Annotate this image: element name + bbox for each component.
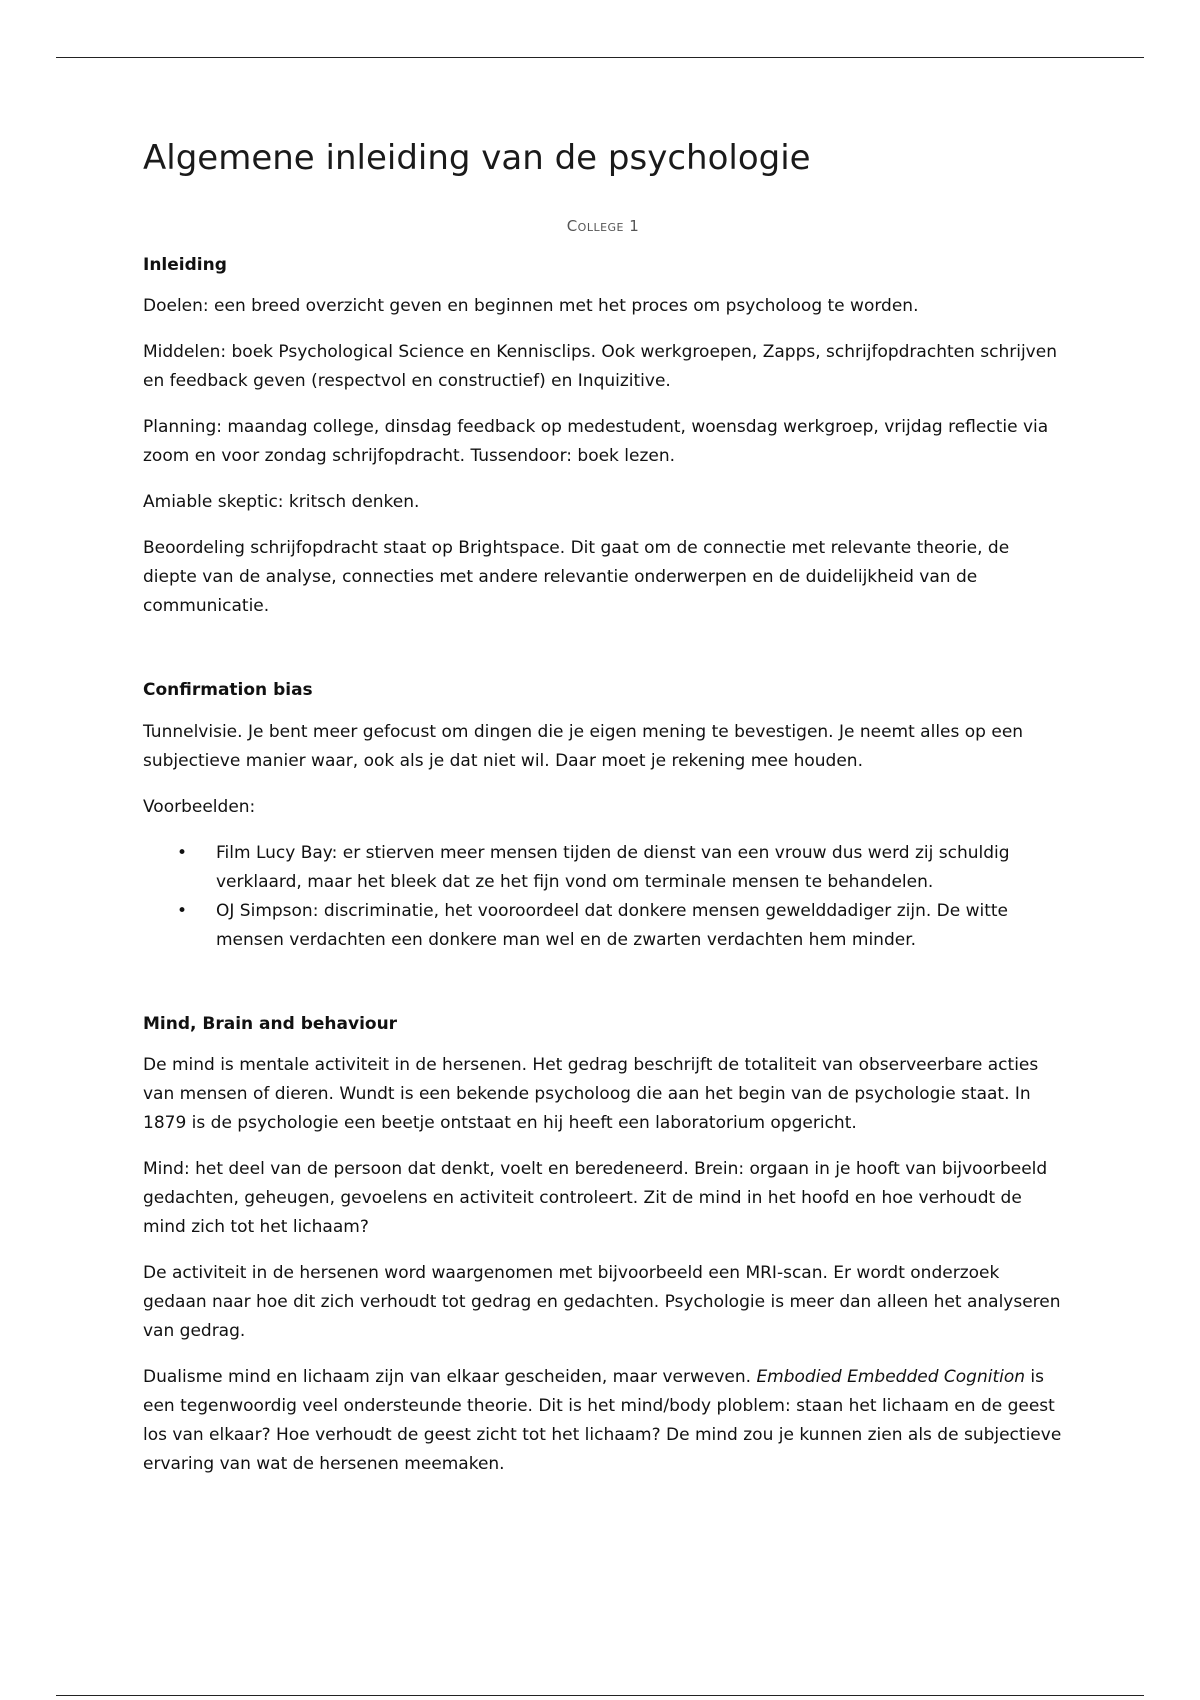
paragraph: Mind: het deel van de persoon dat denkt, voelt en beredeneerd. Brein: orgaan in je hooft van bijvoorbeeld gedachten, geheugen, gevoelens en activiteit controleert. Zit de mind in het hoofd en hoe verhoudt de mind zich tot het lichaam? (143, 1159, 1048, 1238)
list-item (143, 897, 1063, 955)
section-heading: Confirmation bias (143, 680, 313, 701)
paragraph-dualisme (143, 1363, 1063, 1479)
section-confirmation-bias (143, 678, 1063, 955)
paragraph: Middelen: boek Psychological Science en Kennisclips. Ook werkgroepen, Zapps, schrijfopdrachten schrijven en feedback geven (respectvol en constructief) en Inquizitive. (143, 342, 1057, 392)
header-rule (56, 57, 1144, 58)
list-item (143, 839, 1063, 897)
paragraph: Doelen: een breed overzicht geven en beginnen met het proces om psycholoog te worden. (143, 296, 919, 317)
paragraph: De mind is mentale activiteit in de hersenen. Het gedrag beschrijft de totaliteit van observeerbare acties van mensen of dieren. Wundt is een bekende psycholoog die aan het begin van de psychologie staat. In 1879 is de psychologie een beetje ontstaat en hij heeft een laboratorium opgericht. (143, 1055, 1039, 1134)
document-subtitle: College 1 (566, 216, 640, 235)
paragraph: De activiteit in de hersenen word waargenomen met bijvoorbeeld een MRI-scan. Er wordt onderzoek gedaan naar hoe dit zich verhoudt tot gedrag en gedachten. Psychologie is meer dan alleen het analyseren van gedrag. (143, 1263, 1061, 1342)
paragraph-text: Dualisme mind en lichaam zijn van elkaar gescheiden, maar verweven. (143, 1367, 757, 1388)
document-title: Algemene inleiding van de psychologie (143, 138, 811, 178)
section-heading: Inleiding (143, 254, 227, 275)
document-page (143, 138, 1063, 1496)
section-heading: Mind, Brain and behaviour (143, 1013, 398, 1034)
bullet-icon: • (177, 842, 188, 863)
paragraph: Beoordeling schrijfopdracht staat op Brightspace. Dit gaat om de connectie met relevante theorie, de diepte van de analyse, connecties met andere relevantie onderwerpen en de duidelijkheid van de communicatie. (143, 538, 1010, 617)
paragraph: Voorbeelden: (143, 796, 256, 817)
paragraph: Amiable skeptic: kritsch denken. (143, 492, 420, 513)
bullet-icon: • (177, 900, 188, 921)
bullet-list (143, 839, 1063, 955)
section-mind-brain-behaviour (143, 1012, 1063, 1480)
footer-rule (56, 1695, 1144, 1696)
list-item-text: Film Lucy Bay: er stierven meer mensen tijden de dienst van een vrouw dus werd zij schuldig verklaard, maar het bleek dat ze het fijn vond om terminale mensen te behandelen. (216, 842, 1010, 892)
paragraph: Planning: maandag college, dinsdag feedback op medestudent, woensdag werkgroep, vrijdag reflectie via zoom en voor zondag schrijfopdracht. Tussendoor: boek lezen. (143, 417, 1049, 467)
list-item-text: OJ Simpson: discriminatie, het vooroordeel dat donkere mensen gewelddadiger zijn. De witte mensen verdachten een donkere man wel en de zwarten verdachten hem minder. (216, 900, 1009, 950)
paragraph-text: is een tegenwoordig veel ondersteunde theorie. Dit is het mind/body ploblem: staan het lichaam en de geest los van elkaar? Hoe verhoudt de geest zicht tot het lichaam? De mind zou je kunnen zien als de subjectieve ervaring van wat de hersenen meemaken. (143, 1367, 1062, 1475)
section-inleiding (143, 253, 1063, 622)
paragraph: Tunnelvisie. Je bent meer gefocust om dingen die je eigen mening te bevestigen. Je neemt alles op een subjectieve manier waar, ook als je dat niet wil. Daar moet je rekening mee houden. (143, 721, 1024, 771)
italic-term: Embodied Embedded Cognition (756, 1367, 1026, 1388)
